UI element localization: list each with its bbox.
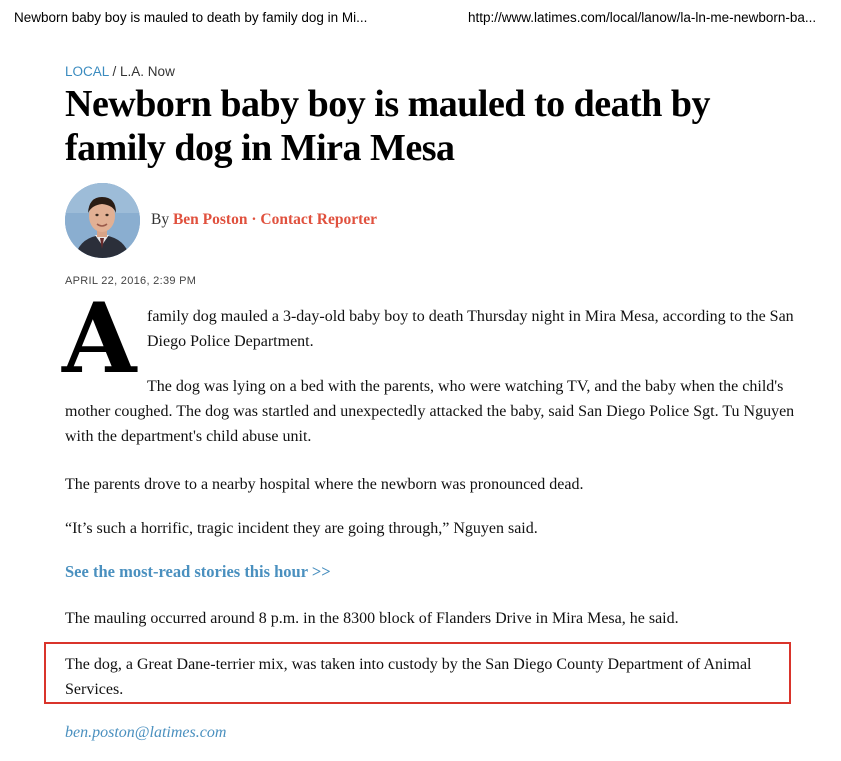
drop-cap: A — [62, 282, 137, 395]
breadcrumb-subsection-link[interactable]: L.A. Now — [120, 64, 175, 79]
author-avatar[interactable] — [65, 183, 140, 258]
byline — [151, 211, 377, 229]
article-paragraph-4: “It’s such a horrific, tragic incident they are going through,” Nguyen said. — [65, 520, 538, 537]
author-link[interactable]: Ben Poston — [172, 211, 248, 228]
breadcrumb — [65, 64, 175, 79]
print-header — [14, 10, 827, 30]
contact-reporter-link[interactable]: Contact Reporter — [260, 211, 378, 228]
breadcrumb-section-link[interactable]: LOCAL — [65, 64, 109, 79]
author-email-link[interactable]: ben.poston@latimes.com — [65, 724, 227, 741]
most-read-stories-link[interactable]: See the most-read stories this hour >> — [65, 562, 331, 581]
article-paragraph-5: The mauling occurred around 8 p.m. in the 8300 block of Flanders Drive in Mira Mesa, he said. — [65, 610, 679, 627]
article-paragraph-6-highlighted: The dog, a Great Dane-terrier mix, was taken into custody by the San Diego County Department of Animal Services. — [65, 656, 752, 698]
print-header-title: Newborn baby boy is mauled to death by family dog in Mi... — [14, 10, 368, 25]
article-paragraph-2: The dog was lying on a bed with the parents, who were watching TV, and the baby when the child's mother coughed. The dog was startled and unexpectedly attacked the baby, said San Diego Police Sgt. Tu Nguyen with the department's child abuse unit. — [65, 378, 795, 445]
print-header-url[interactable]: http://www.latimes.com/local/lanow/la-ln-me-newborn-ba... — [468, 10, 817, 25]
byline-prefix: By — [151, 211, 173, 228]
breadcrumb-separator: / — [108, 64, 121, 79]
author-avatar-image — [65, 183, 140, 258]
publish-date: APRIL 22, 2016, 2:39 PM — [65, 275, 197, 287]
article-headline: Newborn baby boy is mauled to death by family dog in Mira Mesa — [65, 83, 711, 169]
article-paragraph-1: family dog mauled a 3-day-old baby boy to death Thursday night in Mira Mesa, according to the San Diego Police Department. — [147, 308, 794, 350]
byline-separator: · — [247, 211, 261, 228]
article-paragraph-3: The parents drove to a nearby hospital where the newborn was pronounced dead. — [65, 476, 584, 493]
